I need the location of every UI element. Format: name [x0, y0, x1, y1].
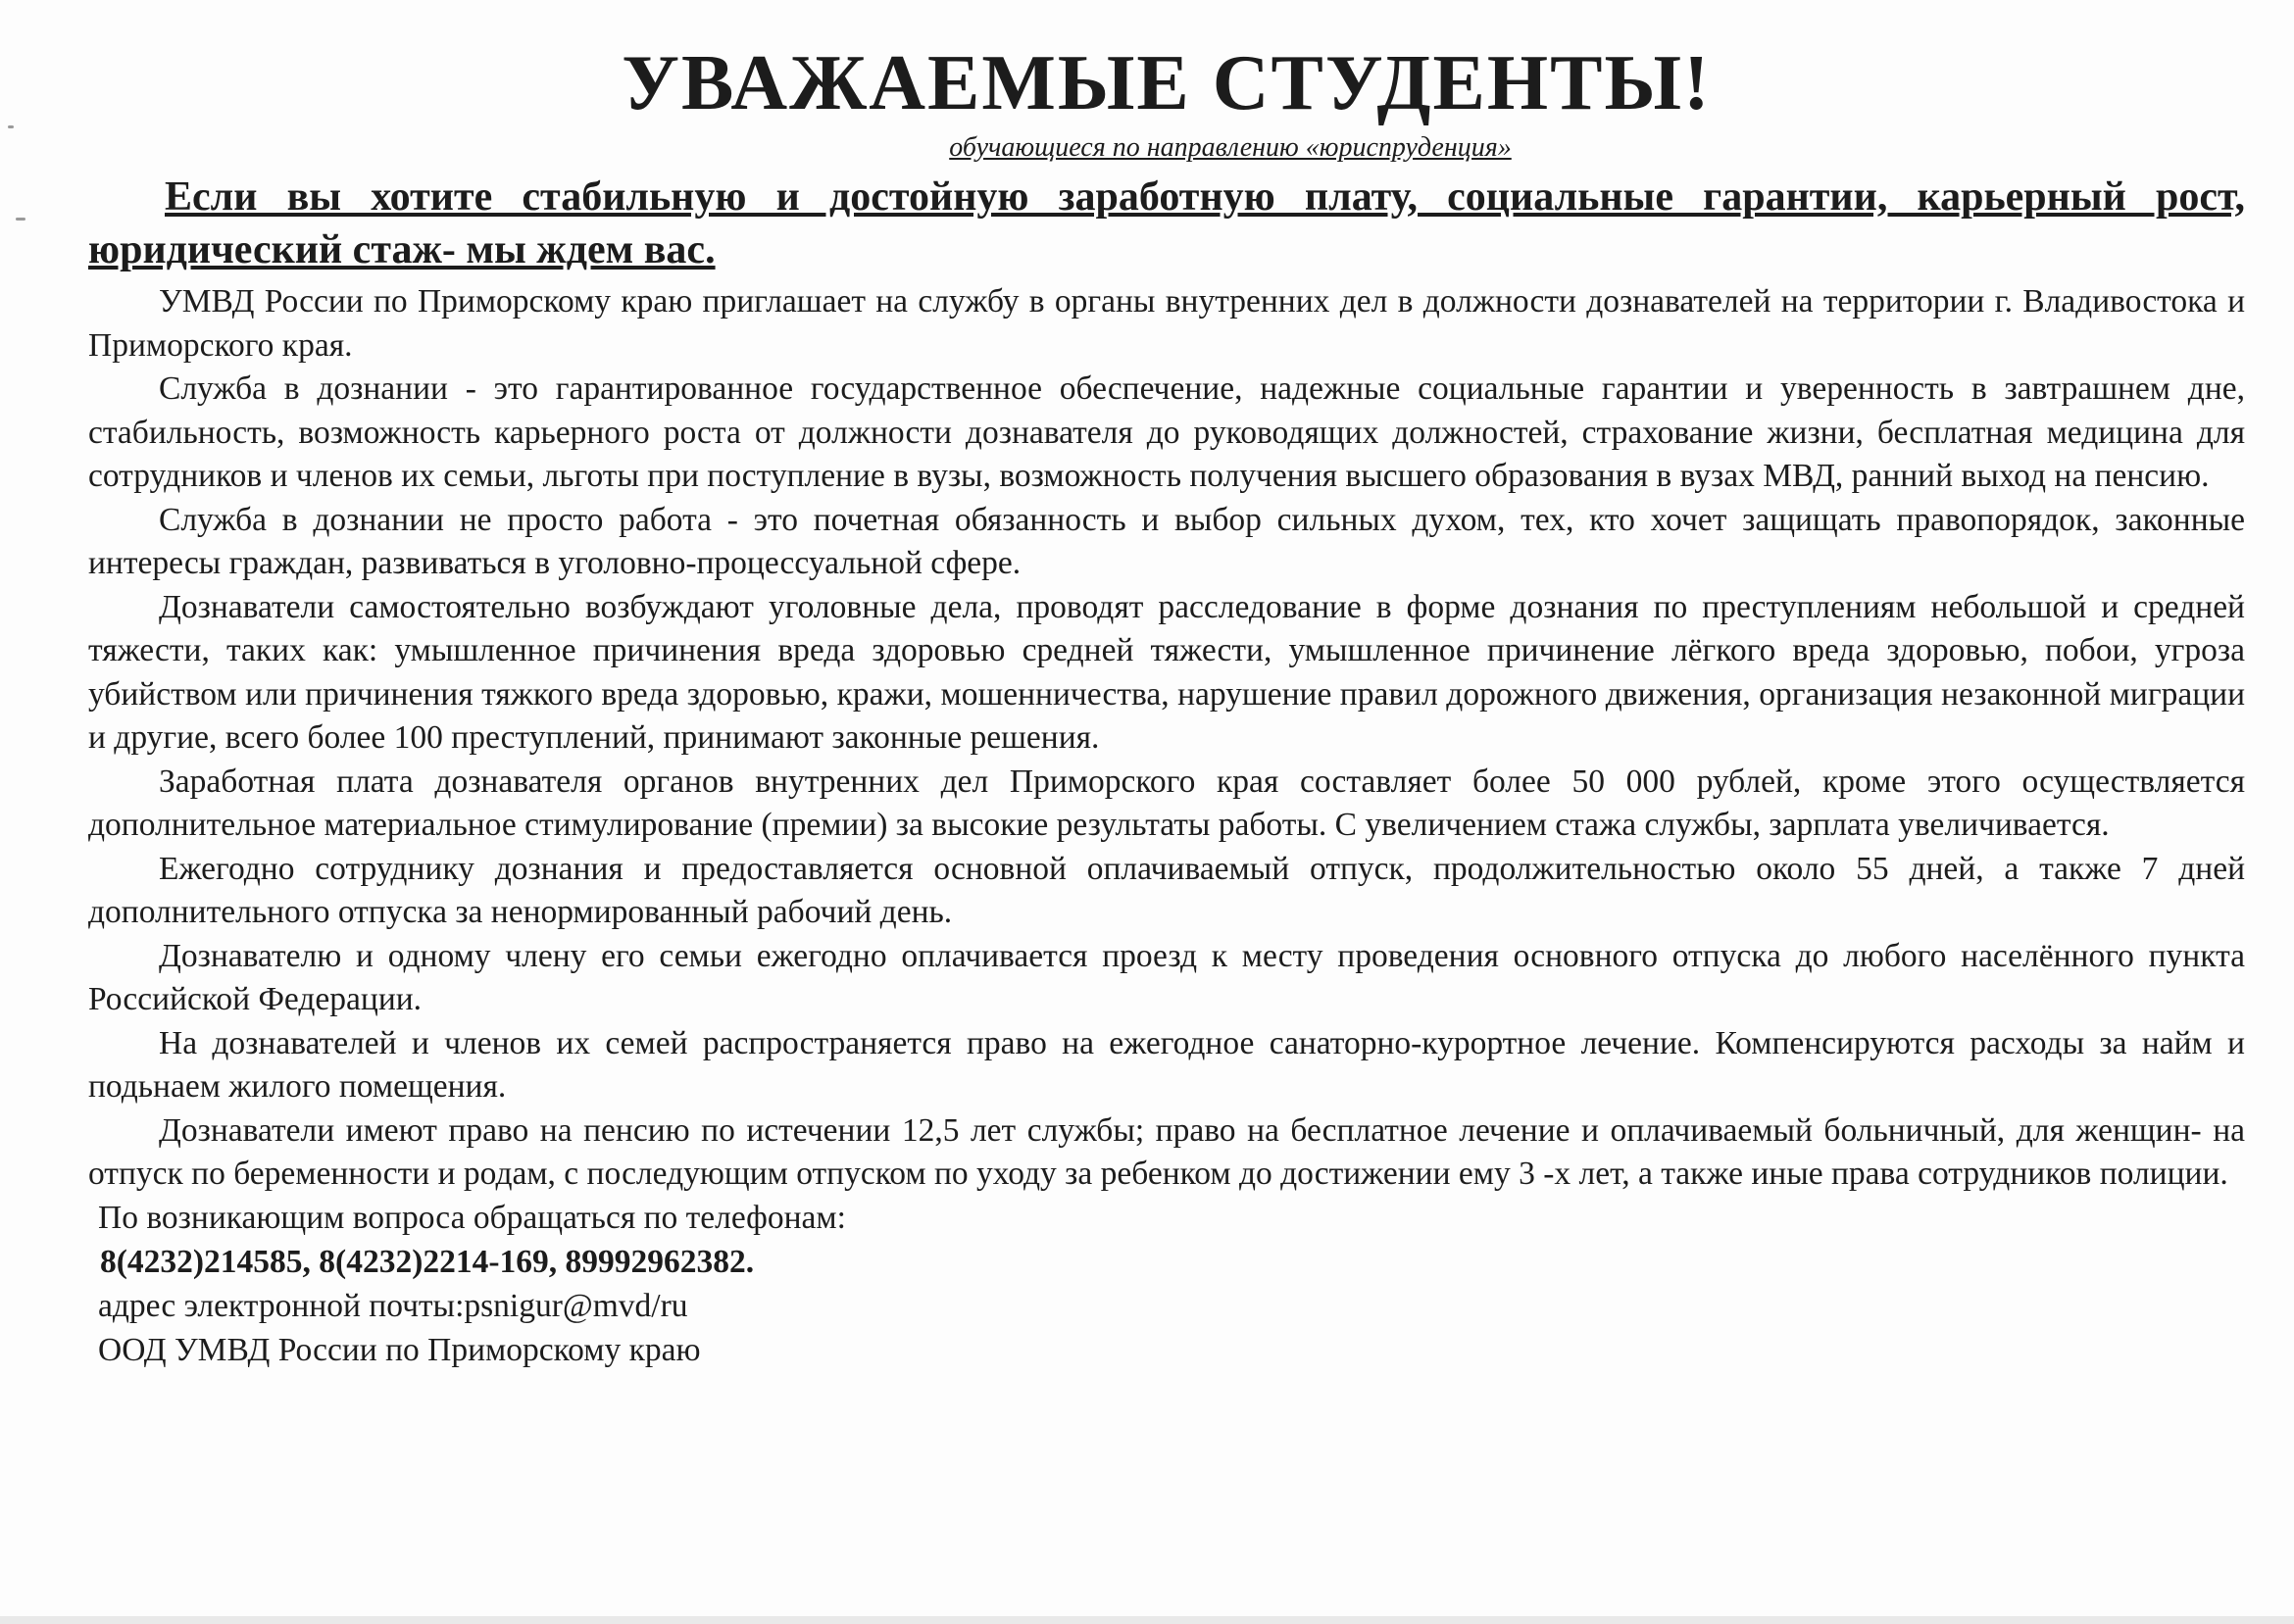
scan-speck — [8, 125, 14, 128]
scan-speck — [16, 218, 25, 221]
page-title: УВАЖАЕМЫЕ СТУДЕНТЫ! — [622, 40, 1712, 126]
paragraph-travel: Дознавателю и одному члену его семьи ежегодно оплачивается проезд к месту проведения основного отпуска до любого населённого пункта Российской Федерации. — [88, 937, 2245, 1017]
subtitle: обучающиеся по направлению «юриспруденция» — [949, 132, 1512, 163]
scan-bottom-edge — [0, 1616, 2294, 1624]
paragraph-invitation: УМВД России по Приморскому краю приглашает на службу в органы внутренних дел в должности дознавателей на территории г. Владивостока и Приморского края. — [88, 283, 2245, 364]
paragraph-guarantees: Служба в дознании - это гарантированное государственное обеспечение, надежные социальные гарантии и уверенность в завтрашнем дне, стабильность, возможность карьерного роста от должности дознавателя до руководящих должностей, страхование жизни, бесплатная медицина для сотрудников и членов их семьи, льготы при поступление в вузы, возможность получения высшего образования в вузах МВД, ранний выход на пенсию. — [88, 370, 2245, 494]
paragraph-sanatorium: На дознавателей и членов их семей распространяется право на ежегодное санаторно-курортное лечение. Компенсируются расходы за найм и подьнаем жилого помещения. — [88, 1024, 2245, 1105]
contact-intro: По возникающим вопроса обращаться по телефонам: — [98, 1199, 846, 1236]
paragraph-pension: Дознаватели имеют право на пенсию по истечении 12,5 лет службы; право на бесплатное лечение и оплачиваемый больничный, для женщин- на отпуск по беременности и родам, с последующим отпуском по уходу за ребенком до достижении ему 3 -х лет, а также иные права сотрудников полиции. — [88, 1111, 2245, 1192]
paragraph-duty: Служба в дознании не просто работа - это почетная обязанность и выбор сильных духом, тех, кто хочет защищать правопорядок, законные интересы граждан, развиваться в уголовно-процессуальной сфере. — [88, 501, 2245, 581]
paragraph-vacation: Ежегодно сотруднику дознания и предоставляется основной оплачиваемый отпуск, продолжительностью около 55 дней, а также 7 дней дополнительного отпуска за ненормированный рабочий день. — [88, 850, 2245, 930]
headline: Если вы хотите стабильную и достойную заработную плату, социальные гарантии, карьерный рост, юридический стаж- мы ждем вас. — [88, 174, 2245, 272]
paragraph-responsibilities: Дознаватели самостоятельно возбуждают уголовные дела, проводят расследование в форме дознания по преступлениям небольшой и средней тяжести, таких как: умышленное причинения вреда здоровью средней тяжести, умышленное причинение лёгкого вреда здоровью, побои, угроза убийством или причинения тяжкого вреда здоровью, кражи, мошенничества, нарушение правил дорожного движения, организация незаконной миграции и другие, всего более 100 преступлений, принимают законные решения. — [88, 588, 2245, 756]
contact-email: адрес электронной почты:psnigur@mvd/ru — [98, 1288, 688, 1324]
contact-department: ООД УМВД России по Приморскому краю — [98, 1331, 701, 1368]
document-body — [88, 39, 2245, 1372]
paragraph-salary: Заработная плата дознавателя органов внутренних дел Приморского края составляет более 50 000 рублей, кроме этого осуществляется дополнительное материальное стимулирование (премии) за высокие результаты работы. С увеличением стажа службы, зарплата увеличивается. — [88, 763, 2245, 843]
contact-phones: 8(4232)214585, 8(4232)2214-169, 89992962382. — [100, 1244, 755, 1280]
